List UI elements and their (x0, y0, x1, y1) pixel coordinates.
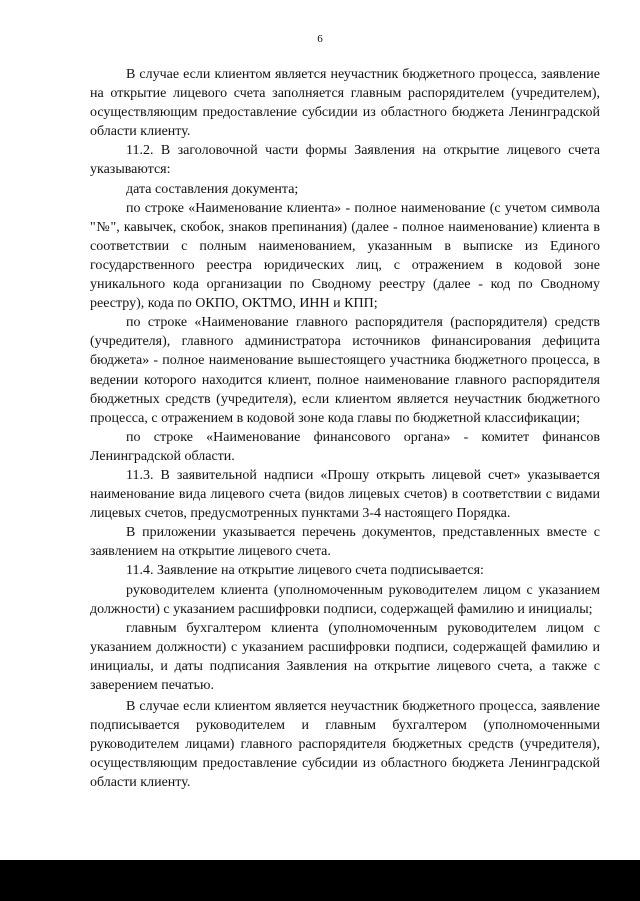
page-number: 6 (317, 33, 323, 45)
paragraph-subsidy-signature: В случае если клиентом является неучастник бюджетного процесса, заявление подписывается руководителем и главным бухгалтером (уполномоченными руководителем лицами) главного распорядителя бюджетных средств (учредителя), осуществляющим предоставление субсидии из областного бюджета Ленинградской области клиенту. (90, 699, 600, 791)
paragraph-date: дата составления документа; (126, 181, 299, 197)
paragraph-11-4: 11.4. Заявление на открытие лицевого счета подписывается: (126, 563, 484, 579)
paragraph-finance-body: по строке «Наименование финансового органа» - комитет финансов Ленинградской области. (90, 429, 600, 464)
document-body (90, 65, 600, 793)
scan-bottom-edge (0, 860, 640, 901)
paragraph-client-name: по строке «Наименование клиента» - полное наименование (с учетом символа "№", кавычек, скобок, знаков препинания) (далее - полное наименование) клиента в соответствии с полным наименованием, указанным в выписке из Единого государственного реестра юридических лиц, с отражением в кодовой зоне уникального кода организации по Сводному реестру (далее - код по Сводному реестру), кода по ОКПО, ОКТМО, ИНН и КПП; (90, 200, 600, 312)
paragraph-accountant-signature: главным бухгалтером клиента (уполномоченным руководителем лицом с указанием должности) с указанием расшифровки подписи, содержащей фамилию и инициалы, и даты подписания Заявления на открытие лицевого счета, а также с заверением печатью. (90, 620, 600, 693)
paragraph-subsidy-fill: В случае если клиентом является неучастник бюджетного процесса, заявление на открытие лицевого счета заполняется главным распорядителем (учредителем), осуществляющим предоставление субсидии из областного бюджета Ленинградской области клиенту. (90, 67, 600, 140)
paragraph-head-signature: руководителем клиента (уполномоченным руководителем лицом с указанием должности) с указанием расшифровки подписи, содержащей фамилию и инициалы; (90, 582, 600, 617)
paragraph-attachment: В приложении указывается перечень документов, представленных вместе с заявлением на открытие лицевого счета. (90, 525, 600, 560)
paragraph-main-manager: по строке «Наименование главного распорядителя (распорядителя) средств (учредителя), главного администратора источников финансирования дефицита бюджета» - полное наименование вышестоящего участника бюджетного процесса, в ведении которого находится клиент, полное наименование главного распорядителя бюджетных средств (учредителя), если клиентом является неучастник бюджетного процесса, с отражением в кодовой зоне кода главы по бюджетной классификации; (90, 315, 600, 426)
paragraph-11-3: 11.3. В заявительной надписи «Прошу открыть лицевой счет» указывается наименование вида лицевого счета (видов лицевых счетов) в соответствии с видами лицевых счетов, предусмотренных пунктами 3-4 настоящего Порядка. (90, 467, 600, 522)
paragraph-11-2: 11.2. В заголовочной части формы Заявления на открытие лицевого счета указываются: (90, 143, 600, 178)
